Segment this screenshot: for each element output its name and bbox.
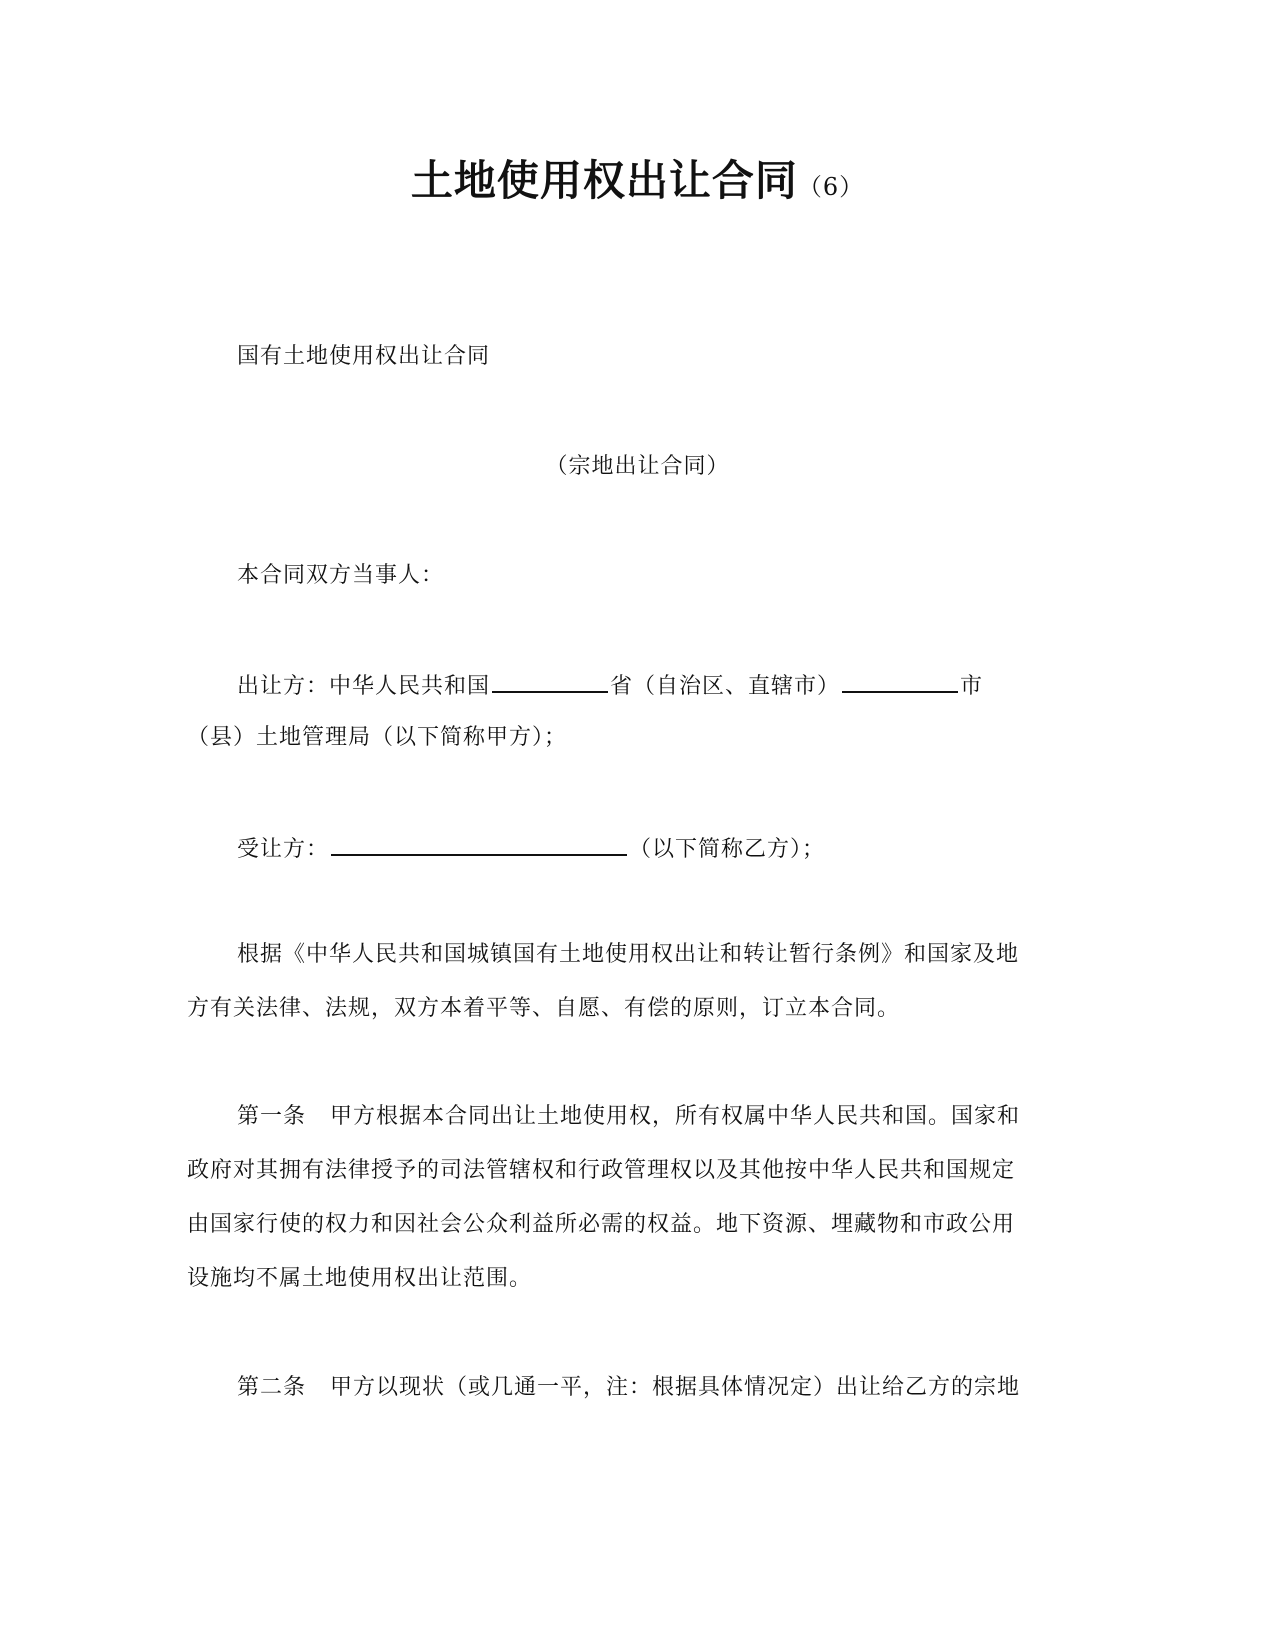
article2-line-1 bbox=[237, 1373, 1020, 1403]
article2-label: 第二条 bbox=[237, 1375, 307, 1400]
title-suffix: （6） bbox=[797, 173, 865, 201]
grantor-prefix: 出让方：中华人民共和国 bbox=[237, 674, 491, 699]
city-blank[interactable] bbox=[842, 669, 958, 693]
grantor-end: 市 bbox=[960, 674, 984, 699]
article1-text-1: 甲方根据本合同出让土地使用权，所有权属中华人民共和国。国家和 bbox=[330, 1104, 1021, 1129]
article1-line-3: 由国家行使的权力和因社会公众利益所必需的权益。地下资源、埋藏物和市政公用 bbox=[187, 1212, 1016, 1237]
title-main: 土地使用权出让合同 bbox=[410, 156, 798, 205]
basis-line-1: 根据《中华人民共和国城镇国有土地使用权出让和转让暂行条例》和国家及地 bbox=[237, 942, 1020, 967]
article1-line-4: 设施均不属土地使用权出让范围。 bbox=[187, 1266, 533, 1291]
contract-heading: 国有土地使用权出让合同 bbox=[237, 344, 491, 369]
article1-line-2: 政府对其拥有法律授予的司法管辖权和行政管理权以及其他按中华人民共和国规定 bbox=[187, 1158, 1016, 1183]
grantor-line-1 bbox=[237, 669, 983, 702]
contract-subheading: （宗地出让合同） bbox=[545, 454, 730, 479]
grantee-blank[interactable] bbox=[331, 832, 627, 856]
grantee-prefix: 受让方： bbox=[237, 837, 330, 862]
parties-intro: 本合同双方当事人： bbox=[237, 563, 445, 588]
article1-label: 第一条 bbox=[237, 1104, 307, 1129]
basis-line-2: 方有关法律、法规，双方本着平等、自愿、有偿的原则，订立本合同。 bbox=[187, 996, 901, 1021]
article2-text-1: 甲方以现状（或几通一平，注：根据具体情况定）出让给乙方的宗地 bbox=[330, 1375, 1021, 1400]
grantor-mid: 省（自治区、直辖市） bbox=[610, 674, 841, 699]
grantee-suffix: （以下简称乙方）； bbox=[629, 837, 826, 862]
document-title bbox=[0, 148, 1275, 208]
province-blank[interactable] bbox=[492, 669, 608, 693]
grantee-line bbox=[237, 832, 825, 865]
article1-line-1 bbox=[237, 1102, 1020, 1132]
grantor-line-2: （县）土地管理局（以下简称甲方）； bbox=[187, 725, 568, 750]
